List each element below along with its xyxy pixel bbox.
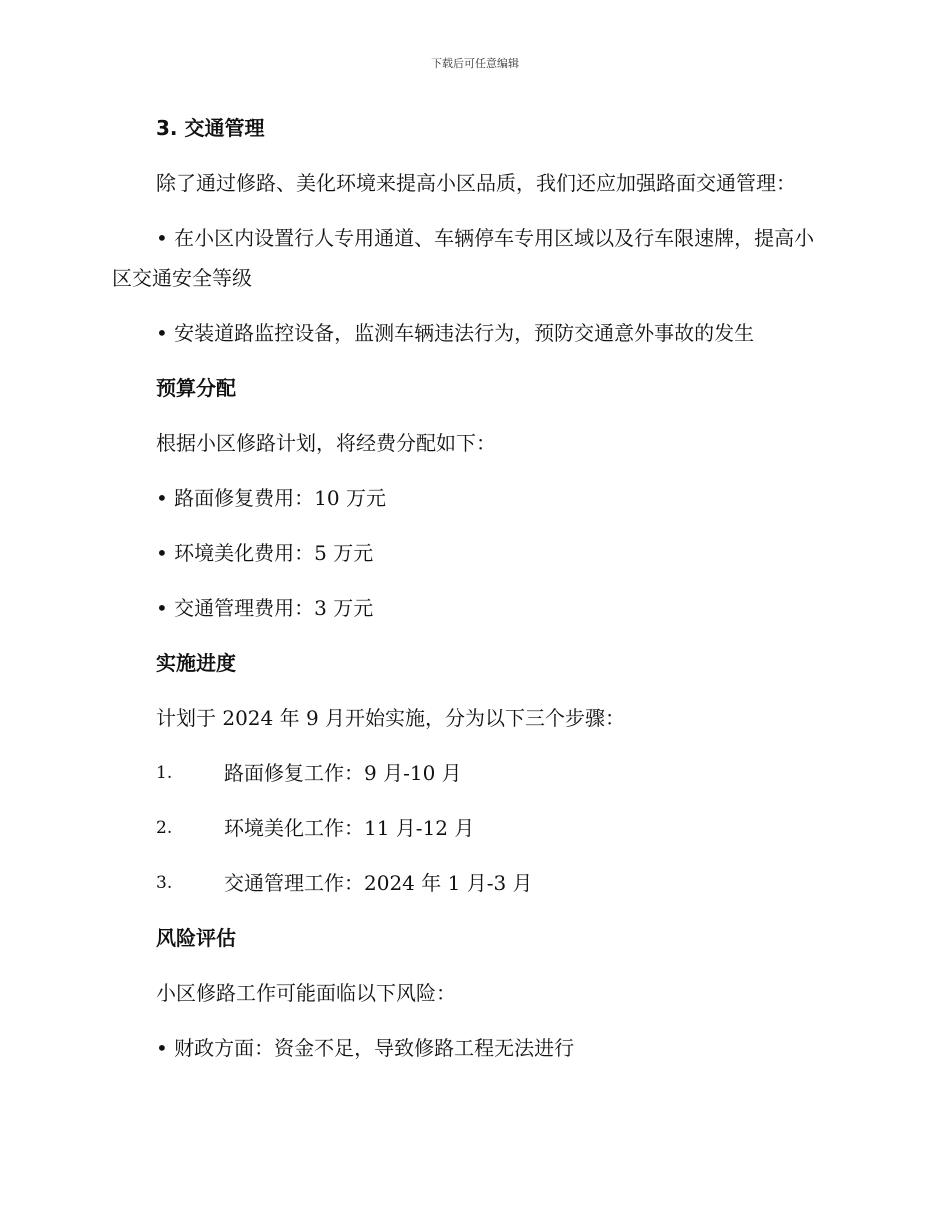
bullet-item: • 环境美化费用：5 万元 [156, 541, 374, 565]
bullet-item: • 财政方面：资金不足，导致修路工程无法进行 [156, 1036, 575, 1060]
step-number: 2. [156, 818, 173, 838]
paragraph-schedule-intro: 计划于 2024 年 9 月开始实施，分为以下三个步骤： [156, 706, 626, 730]
step-number: 3. [156, 873, 173, 893]
section-heading-schedule: 实施进度 [156, 651, 236, 675]
paragraph-risk-intro: 小区修路工作可能面临以下风险： [156, 981, 456, 1005]
step-number: 1. [156, 763, 173, 783]
paragraph-budget-intro: 根据小区修路计划，将经费分配如下： [156, 431, 496, 455]
bullet-item: • 交通管理费用：3 万元 [156, 596, 374, 620]
numbered-step [112, 753, 827, 793]
page-header: 下载后可任意编辑 [431, 57, 519, 70]
numbered-step [112, 808, 827, 848]
bullet-item: • 安装道路监控设备，监测车辆违法行为，预防交通意外事故的发生 [156, 321, 755, 345]
document-body [112, 108, 827, 1083]
step-text: 交通管理工作：2024 年 1 月-3 月 [224, 871, 533, 895]
section-heading-traffic: 3. 交通管理 [156, 116, 265, 140]
section-heading-risk: 风险评估 [156, 926, 236, 950]
step-text: 环境美化工作：11 月-12 月 [224, 816, 475, 840]
section-heading-budget: 预算分配 [156, 376, 236, 400]
step-text: 路面修复工作：9 月-10 月 [224, 761, 462, 785]
paragraph-traffic-intro: 除了通过修路、美化环境来提高小区品质，我们还应加强路面交通管理： [156, 171, 796, 195]
numbered-step [112, 863, 827, 903]
bullet-item: • 在小区内设置行人专用通道、车辆停车专用区域以及行车限速牌，提高小区交通安全等级 [112, 226, 815, 290]
bullet-item: • 路面修复费用：10 万元 [156, 486, 386, 510]
